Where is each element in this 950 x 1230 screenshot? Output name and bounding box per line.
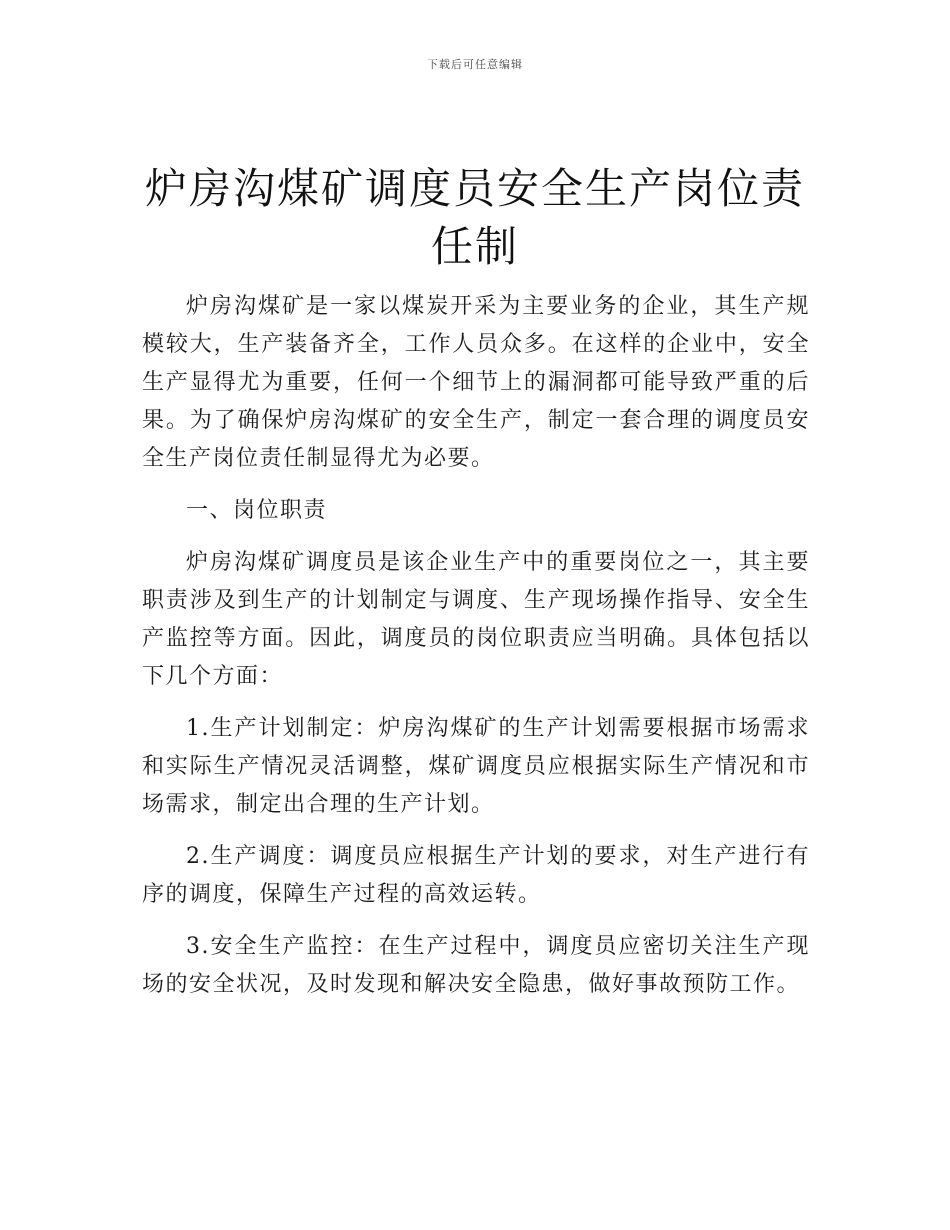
list-item-safety-monitoring: 3.安全生产监控：在生产过程中，调度员应密切关注生产现场的安全状况，及时发现和解决安全隐患，做好事故预防工作。 (142, 934, 810, 997)
document-title: 炉房沟煤矿调度员安全生产岗位责任制 (144, 164, 805, 271)
list-item-production-planning: 1.生产计划制定：炉房沟煤矿的生产计划需要根据市场需求和实际生产情况灵活调整，煤矿调度员应根据实际生产情况和市场需求，制定出合理的生产计划。 (142, 716, 810, 817)
page-header-note: 下载后可任意编辑 (427, 58, 523, 71)
intro-paragraph: 炉房沟煤矿是一家以煤炭开采为主要业务的企业，其生产规模较大，生产装备齐全，工作人员众多。在这样的企业中，安全生产显得尤为重要，任何一个细节上的漏洞都可能导致严重的后果。为了确保炉房沟煤矿的安全生产，制定一套合理的调度员安全生产岗位责任制显得尤为必要。 (142, 294, 810, 471)
document-body (142, 288, 810, 1018)
section-intro-paragraph: 炉房沟煤矿调度员是该企业生产中的重要岗位之一，其主要职责涉及到生产的计划制定与调度、生产现场操作指导、安全生产监控等方面。因此，调度员的岗位职责应当明确。具体包括以下几个方面： (142, 550, 810, 689)
section-heading-duties: 一、岗位职责 (186, 498, 328, 523)
list-item-production-dispatch: 2.生产调度：调度员应根据生产计划的要求，对生产进行有序的调度，保障生产过程的高效运转。 (142, 844, 810, 907)
